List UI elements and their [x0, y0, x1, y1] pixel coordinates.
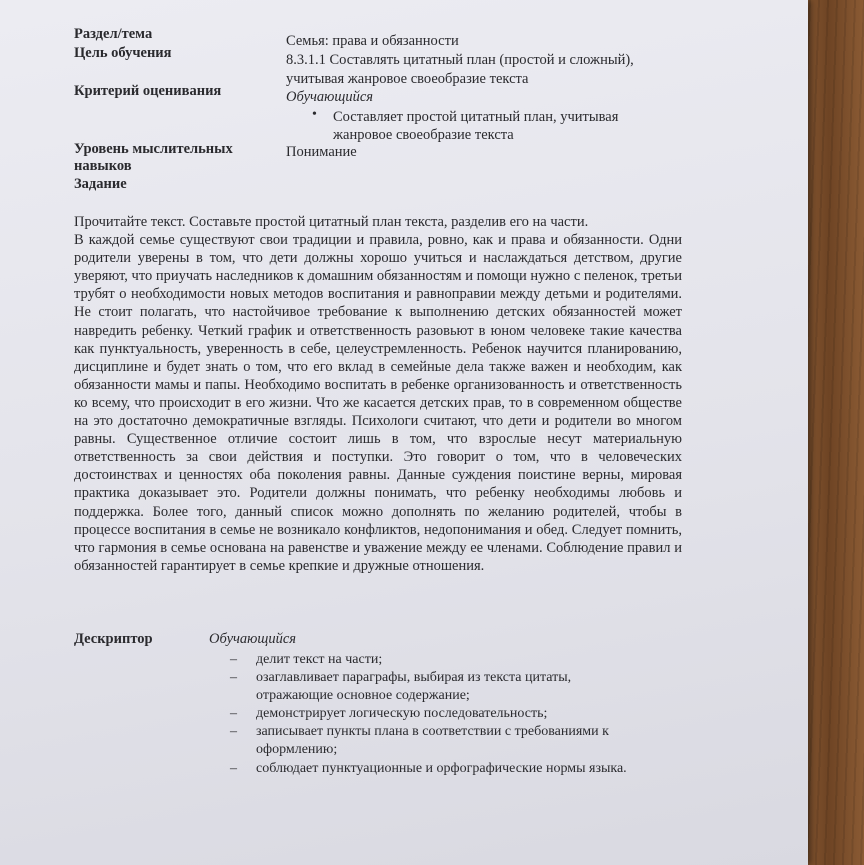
bullet-icon: •	[312, 107, 317, 122]
criteria-who: Обучающийся	[286, 89, 374, 105]
task-text-block	[74, 213, 682, 575]
dash-icon: –	[230, 761, 237, 776]
criteria-label: Критерий оценивания	[74, 83, 222, 99]
descriptor-item-text-cont: отражающие основное содержание;	[256, 687, 470, 703]
task-instruction: Прочитайте текст. Составьте простой цитатный план текста, разделив его на части.	[74, 214, 589, 230]
descriptor-item-text: соблюдает пунктуационные и орфографические нормы языка.	[256, 761, 627, 776]
criteria-item-line2: жанровое своеобразие текста	[333, 127, 514, 143]
descriptor-item	[230, 760, 680, 778]
task-reading-text: В каждой семье существуют свои традиции и правила, ровно, как и права и обязанности. Одни родители уверены в том, что дети должны хорошо учиться и наслаждаться детством, другие уверяют, что приучать наследников к домашним обязанностям и помощи нужно с пеленок, третьи трубят о необходимости новых методов воспитания и равноправии между детьми и родителями. Не стоит полагать, что настойчивое требование к выполнению детских обязанностей может навредить ребенку. Четкий график и ответственность разовьют в юном человеке такие качества как пунктуальность, уверенность в себе, целеустремленность. Ребенок научится планированию, дисциплине и будет знать о том, что его вклад в семейные дела также важен и необходим, как обязанности мамы и папы. Необходимо воспитать в ребенке организованность и ответственность ко всему, что происходит в его жизни. Что же касается детских прав, то в современном обществе на это достаточно демократичные взгляды. Психологи считают, что дети и родители во многом равны. Существенное отличие состоит лишь в том, что взрослые несут материальную ответственность за свои действия и поступки. Это говорит о том, что в человеческих достоинствах и ценностях оба поколения равны. Данные суждения поистине верны, мировая практика доказывает это. Родители должны понимать, что ребенку необходимы любовь и поддержка. Более того, данный список можно дополнять по желанию родителей, чтобы в процессе воспитания в семье не возникало конфликтов, недопонимания и обед. Следует помнить, что гармония в семье основана на равенстве и уважение между ее членами. Соблюдение правил и обязанностей гарантирует в семье крепкие и дружные отношения.	[74, 232, 682, 574]
dash-icon: –	[230, 652, 237, 667]
level-value: Понимание	[286, 144, 357, 160]
level-label-line2: навыков	[74, 158, 132, 174]
descriptor-item	[230, 651, 680, 669]
descriptor-item	[230, 723, 680, 759]
descriptor-who: Обучающийся	[209, 631, 297, 647]
goal-value-line1: 8.3.1.1 Составлять цитатный план (простой и сложный),	[286, 52, 634, 68]
descriptor-item	[230, 669, 680, 705]
section-value: Семья: права и обязанности	[286, 33, 459, 49]
section-label: Раздел/тема	[74, 26, 153, 42]
descriptor-item-text: делит текст на части;	[256, 652, 383, 667]
descriptor-item-text-cont: оформлению;	[256, 741, 338, 757]
dash-icon: –	[230, 724, 237, 739]
wooden-table-background	[800, 0, 864, 865]
task-label: Задание	[74, 176, 127, 192]
goal-value-line2: учитывая жанровое своеобразие текста	[286, 71, 529, 87]
descriptor-item-text: записывает пункты плана в соответствии с требованиями к	[256, 724, 609, 739]
goal-label: Цель обучения	[74, 45, 172, 61]
descriptor-item	[230, 705, 680, 723]
descriptor-item-text: демонстрирует логическую последовательность;	[256, 706, 548, 721]
dash-icon: –	[230, 670, 237, 685]
criteria-item-line1: Составляет простой цитатный план, учитывая	[333, 109, 619, 125]
level-label-line1: Уровень мыслительных	[74, 141, 233, 157]
dash-icon: –	[230, 706, 237, 721]
descriptor-label: Дескриптор	[74, 631, 153, 647]
descriptor-item-text: озаглавливает параграфы, выбирая из текста цитаты,	[256, 670, 572, 685]
